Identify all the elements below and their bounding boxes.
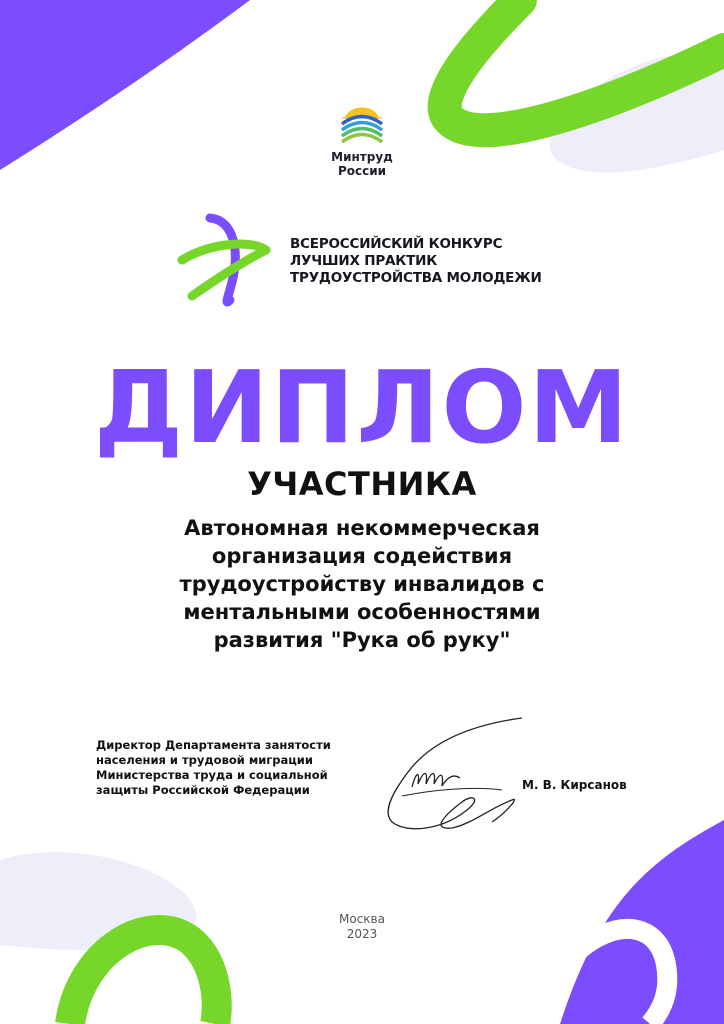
ministry-emblem-icon: [337, 96, 387, 146]
signatory-position-line: Директор Департамента занятости: [96, 738, 331, 752]
signatory-name: М. В. Кирсанов: [522, 778, 627, 792]
signatory-position-line: населения и трудовой миграции: [96, 753, 313, 767]
ministry-name-line: России: [337, 164, 387, 178]
footer-city: Москва: [339, 912, 385, 926]
diploma-title: ДИПЛОМ: [93, 349, 631, 466]
purple-corner-top-left: [0, 0, 250, 170]
contest-star-logo-icon: [172, 212, 276, 312]
ministry-logo-block: [312, 96, 412, 178]
ministry-name-line: Минтруд: [331, 150, 393, 164]
diploma-subtitle: УЧАСТНИКА: [247, 465, 477, 503]
recipient-line: развития "Рука об руку": [213, 628, 511, 652]
recipient-line: организация содействия: [211, 544, 513, 568]
contest-title-line: ВСЕРОССИЙСКИЙ КОНКУРС: [290, 236, 503, 252]
signatory-position: [96, 738, 376, 798]
footer-year: 2023: [346, 927, 378, 941]
footer-place-date: [312, 912, 412, 942]
recipient-line: ментальными особенностями: [183, 600, 541, 624]
recipient-line: Автономная некоммерческая: [184, 516, 540, 540]
ministry-name: [312, 150, 412, 178]
recipient-organization: [132, 514, 592, 654]
contest-logo-block: [172, 212, 592, 312]
contest-title-line: ТРУДОУСТРОЙСТВА МОЛОДЕЖИ: [290, 270, 542, 286]
signatory-position-line: Министерства труда и социальной: [96, 768, 328, 782]
signatory-position-line: защиты Российской Федерации: [96, 783, 310, 797]
recipient-line: трудоустройству инвалидов с: [179, 572, 545, 596]
contest-title-line: ЛУЧШИХ ПРАКТИК: [290, 253, 438, 269]
contest-title: [290, 236, 590, 287]
